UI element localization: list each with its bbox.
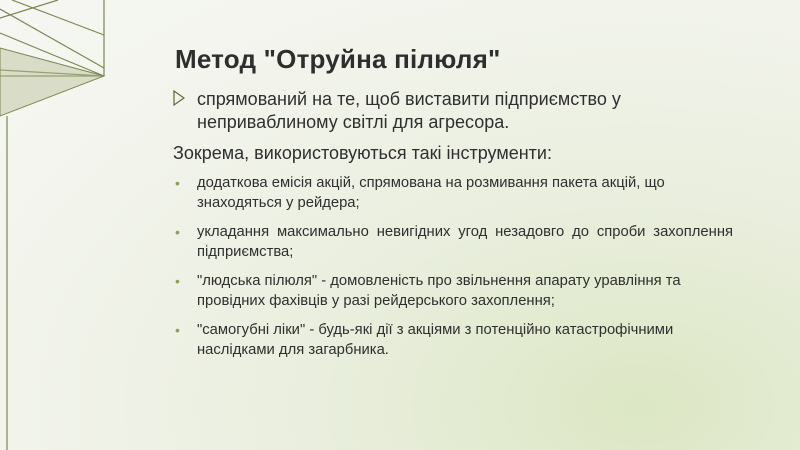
list-item-text: додаткова емісія акцій, спрямована на розмивання пакета акцій, що знаходяться у рейдера; — [197, 175, 665, 211]
list-item — [173, 320, 733, 360]
decorative-frame-lines — [0, 0, 110, 450]
lead-text: Зокрема, використовуються такі інструменти: — [173, 143, 552, 163]
slide-body — [173, 88, 733, 369]
list-item — [173, 222, 733, 262]
intro-bullet — [173, 88, 733, 134]
list-item-text: "самогубні ліки" - будь-які дії з акціями з потенційно катастрофічними наслідками для загарбника. — [197, 322, 674, 358]
instrument-list — [173, 173, 733, 360]
slide-title: Метод "Отруйна пілюля" — [175, 44, 501, 74]
bullet-dot-icon: • — [175, 175, 180, 191]
list-item — [173, 173, 733, 213]
bullet-dot-icon: • — [175, 322, 180, 338]
list-item — [173, 271, 733, 311]
arrow-triangle-icon — [173, 90, 185, 106]
intro-text: спрямований на те, щоб виставити підприємство у неприваблиному світлі для агресора. — [197, 89, 621, 132]
list-item-text: "людська пілюля" - домовленість про звільнення апарату уравління та провідних фахівців у разі рейдерського захоплення; — [197, 273, 681, 309]
bullet-dot-icon: • — [175, 273, 180, 289]
bullet-dot-icon: • — [175, 224, 180, 240]
list-item-text: укладання максимально невигідних угод незадовго до спроби захоплення підприємства; — [197, 224, 733, 260]
